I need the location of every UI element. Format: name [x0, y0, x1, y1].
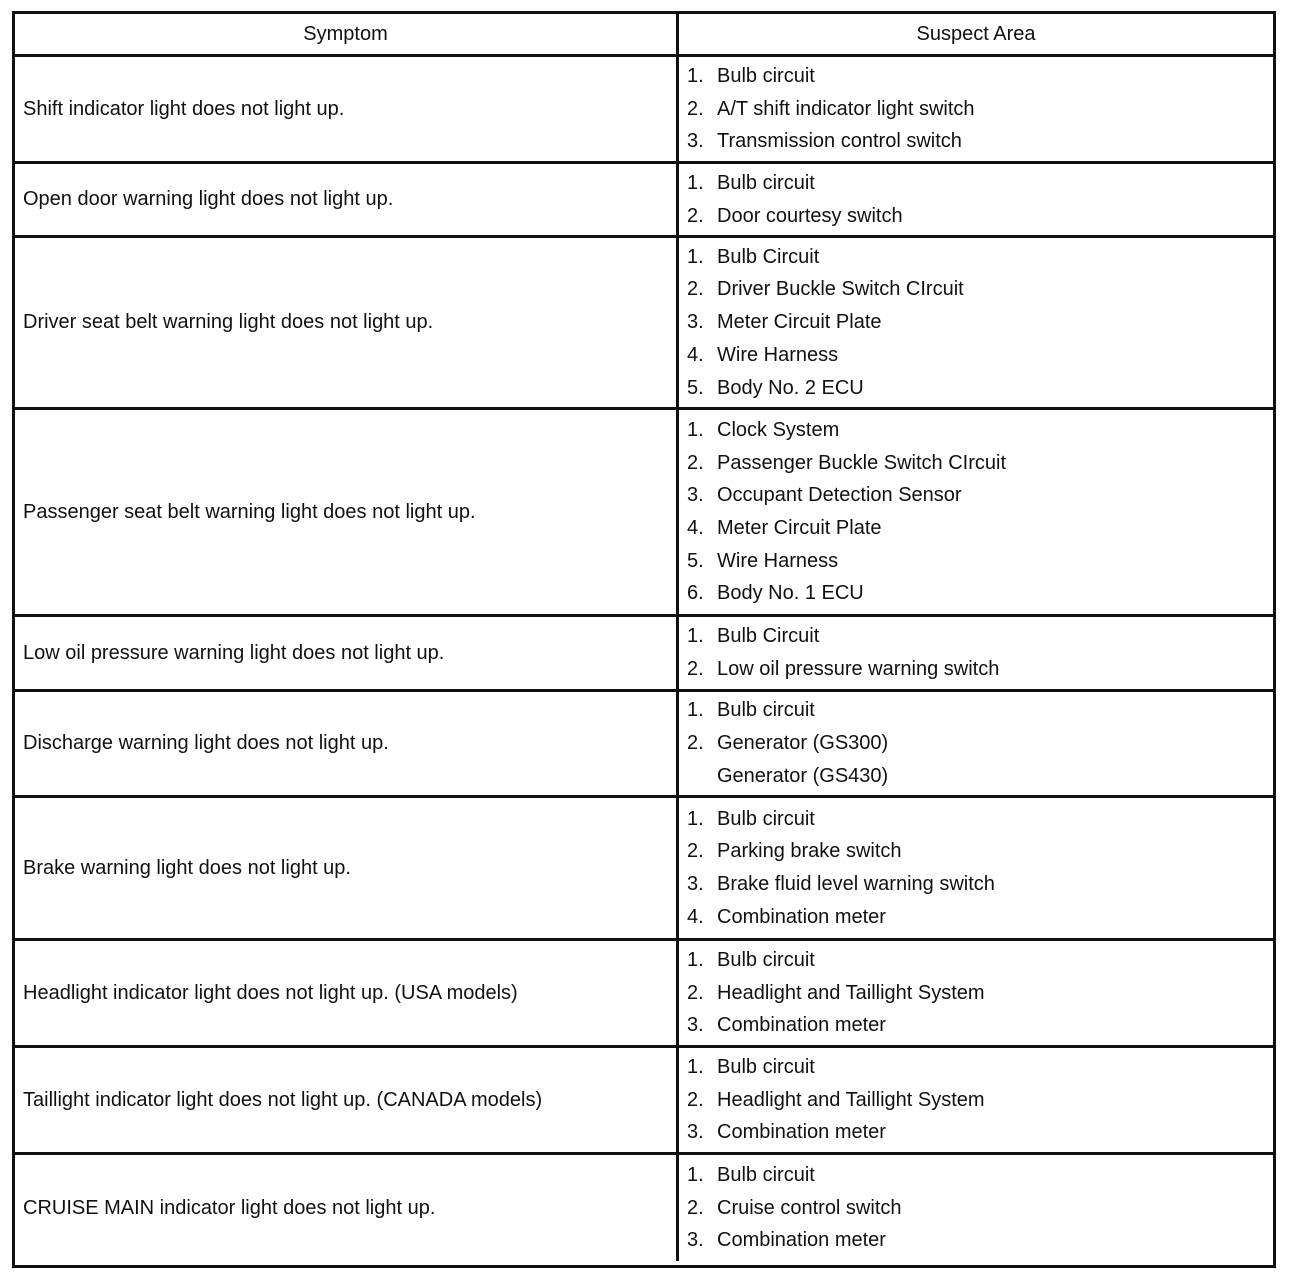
suspect-area-cell — [679, 57, 1273, 164]
suspect-area-cell — [679, 1155, 1273, 1261]
suspect-area-item — [687, 200, 1273, 233]
suspect-area-item — [687, 241, 1273, 274]
symptom-cell: Passenger seat belt warning light does not light up. — [15, 410, 679, 617]
suspect-area-item — [687, 1192, 1273, 1225]
item-text: Bulb circuit — [717, 1055, 815, 1078]
suspect-area-item — [687, 977, 1273, 1010]
item-number: 2. — [687, 97, 704, 120]
suspect-area-item — [687, 868, 1273, 901]
suspect-area-item — [687, 901, 1273, 934]
suspect-area-item — [687, 694, 1273, 727]
item-text: Combination meter — [717, 1014, 886, 1037]
item-text: Driver Buckle Switch CIrcuit — [717, 278, 964, 301]
item-text: Body No. 1 ECU — [717, 582, 864, 605]
item-number: 2. — [687, 1088, 704, 1111]
item-text: Meter Circuit Plate — [717, 311, 882, 334]
suspect-area-cell — [679, 617, 1273, 692]
item-text: Brake fluid level warning switch — [717, 873, 995, 895]
item-number: 1. — [687, 948, 704, 971]
item-text: Parking brake switch — [717, 840, 902, 863]
suspect-area-item — [687, 479, 1273, 512]
suspect-area-item — [687, 1159, 1273, 1192]
suspect-area-item — [687, 1009, 1273, 1042]
item-text: Passenger Buckle Switch CIrcuit — [717, 451, 1007, 474]
item-text: Wire Harness — [717, 549, 839, 572]
suspect-area-item — [687, 944, 1273, 977]
item-number: 4. — [687, 517, 704, 539]
item-number: 1. — [687, 1055, 704, 1078]
item-number: 2. — [687, 981, 704, 1004]
suspect-area-item — [687, 273, 1273, 306]
item-number: 1. — [687, 807, 704, 830]
item-number — [687, 760, 717, 793]
symptom-cell: Headlight indicator light does not light up. (USA models) — [15, 941, 679, 1048]
item-text: Wire Harness — [717, 343, 839, 366]
suspect-area-item — [687, 1084, 1273, 1117]
suspect-area-item — [687, 125, 1273, 158]
item-number: 3. — [687, 311, 704, 334]
item-number: 6. — [687, 582, 704, 605]
suspect-area-item — [687, 1116, 1273, 1149]
symptom-cell: Brake warning light does not light up. — [15, 798, 679, 941]
item-text: Bulb circuit — [717, 699, 815, 722]
item-number: 4. — [687, 343, 704, 366]
item-number: 3. — [687, 484, 704, 507]
suspect-area-cell — [679, 164, 1273, 238]
suspect-area-cell — [679, 1048, 1273, 1155]
item-text: Bulb circuit — [717, 948, 815, 971]
item-number: 1. — [687, 699, 704, 722]
item-text: Bulb Circuit — [717, 245, 820, 268]
item-number: 1. — [687, 171, 704, 194]
item-text: Generator (GS300) — [717, 732, 889, 755]
item-number: 2. — [687, 732, 704, 755]
suspect-area-item — [687, 577, 1273, 610]
item-number: 2. — [687, 204, 704, 227]
suspect-area-item — [687, 167, 1273, 200]
symptom-cell: Shift indicator light does not light up. — [15, 57, 679, 164]
item-number: 1. — [687, 1163, 704, 1186]
item-number: 5. — [687, 376, 704, 399]
suspect-area-cell — [679, 238, 1273, 410]
suspect-area-item — [687, 653, 1273, 686]
suspect-area-item — [687, 60, 1273, 93]
suspect-area-item — [687, 835, 1273, 868]
item-text: Combination meter — [717, 1121, 886, 1144]
item-text: Low oil pressure warning switch — [717, 658, 1000, 680]
suspect-area-item — [687, 93, 1273, 126]
suspect-area-item — [687, 620, 1273, 653]
item-text: Occupant Detection Sensor — [717, 484, 962, 507]
item-text: Clock System — [717, 418, 840, 441]
item-text: Bulb circuit — [717, 171, 815, 194]
item-number: 1. — [687, 625, 704, 648]
item-number: 5. — [687, 549, 704, 572]
item-number: 1. — [687, 418, 704, 441]
suspect-area-item — [687, 1224, 1273, 1257]
item-text: Bulb Circuit — [717, 625, 820, 648]
item-number: 3. — [687, 873, 704, 895]
suspect-area-item — [687, 306, 1273, 339]
suspect-area-cell — [679, 410, 1273, 617]
item-number: 2. — [687, 1196, 704, 1219]
suspect-area-item — [687, 760, 1273, 793]
suspect-area-item — [687, 1051, 1273, 1084]
item-text: Bulb circuit — [717, 807, 815, 830]
item-text: Bulb circuit — [717, 64, 815, 87]
symptom-table — [12, 11, 1276, 1268]
item-text: Transmission control switch — [717, 130, 962, 153]
suspect-area-item — [687, 803, 1273, 836]
symptom-cell: Taillight indicator light does not light up. (CANADA models) — [15, 1048, 679, 1155]
item-number: 1. — [687, 245, 704, 268]
item-text: Bulb circuit — [717, 1163, 815, 1186]
item-text: Door courtesy switch — [717, 204, 903, 227]
item-text: Body No. 2 ECU — [717, 376, 864, 399]
item-number: 3. — [687, 130, 704, 153]
suspect-area-item — [687, 414, 1273, 447]
symptom-cell: CRUISE MAIN indicator light does not light up. — [15, 1155, 679, 1261]
suspect-area-item — [687, 727, 1273, 760]
item-number: 2. — [687, 658, 704, 680]
item-text: Combination meter — [717, 1229, 886, 1252]
item-number: 3. — [687, 1229, 704, 1252]
item-text: Meter Circuit Plate — [717, 517, 882, 539]
item-number: 1. — [687, 64, 704, 87]
symptom-cell: Discharge warning light does not light up. — [15, 692, 679, 798]
item-text: Headlight and Taillight System — [717, 981, 985, 1004]
item-text: Generator (GS430) — [717, 764, 889, 787]
suspect-area-item — [687, 545, 1273, 578]
item-text: Headlight and Taillight System — [717, 1088, 985, 1111]
item-text: Cruise control switch — [717, 1196, 902, 1219]
symptom-cell: Low oil pressure warning light does not light up. — [15, 617, 679, 692]
suspect-area-cell — [679, 692, 1273, 798]
suspect-area-item — [687, 447, 1273, 480]
item-number: 2. — [687, 840, 704, 863]
item-number: 3. — [687, 1014, 704, 1037]
column-header-symptom: Symptom — [15, 14, 679, 57]
item-number: 2. — [687, 278, 704, 301]
suspect-area-item — [687, 372, 1273, 405]
suspect-area-cell — [679, 798, 1273, 941]
column-header-suspect-area: Suspect Area — [679, 14, 1273, 57]
item-number: 2. — [687, 451, 704, 474]
symptom-cell: Driver seat belt warning light does not light up. — [15, 238, 679, 410]
item-number: 4. — [687, 905, 704, 928]
suspect-area-cell — [679, 941, 1273, 1048]
item-number: 3. — [687, 1121, 704, 1144]
suspect-area-item — [687, 339, 1273, 372]
suspect-area-item — [687, 512, 1273, 545]
item-text: A/T shift indicator light switch — [717, 97, 975, 120]
symptom-cell: Open door warning light does not light up. — [15, 164, 679, 238]
item-text: Combination meter — [717, 905, 886, 928]
